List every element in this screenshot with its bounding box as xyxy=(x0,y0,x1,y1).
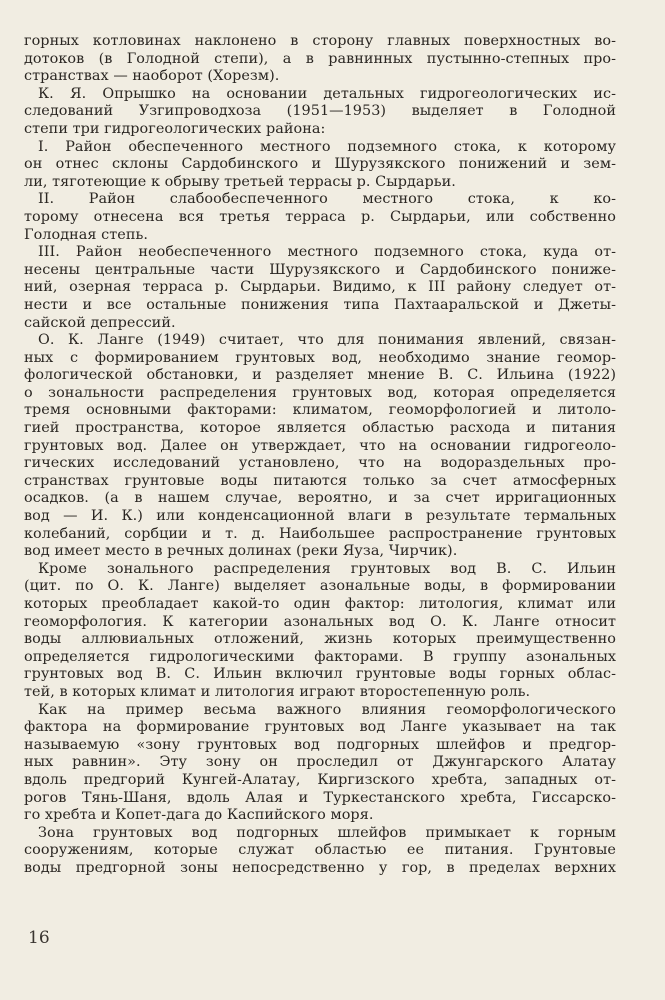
text-line: вод — И. К.) или конденсационной влаги в результате термальных xyxy=(24,508,616,525)
text-line: рогов Тянь-Шаня, вдоль Алая и Туркестанского хребта, Гиссарско- xyxy=(24,789,616,806)
page-number: 16 xyxy=(28,928,50,948)
text-line: ли, тяготеющие к обрыву третьей террасы р. Сырдарьи. xyxy=(24,173,456,190)
text-line: странствах — наоборот (Хорезм). xyxy=(24,68,280,85)
text-line: гических исследований установлено, что на водораздельных про- xyxy=(24,455,616,472)
page-body xyxy=(24,33,616,878)
text-line: которых преобладает какой-то один фактор: литология, климат или xyxy=(24,596,616,612)
text-line: тремя основными факторами: климатом, геоморфологией и литоло- xyxy=(24,402,616,419)
text-line: степи три гидрогеологических района: xyxy=(24,120,326,137)
text-line: грунтовых вод В. С. Ильин включил грунтовые воды горных облас- xyxy=(24,666,616,683)
text-line: III. Район необеспеченного местного подземного стока, куда от- xyxy=(38,244,616,261)
text-line: следований Узгипроводхоза (1951—1953) выделяет в Голодной xyxy=(24,103,616,120)
text-line: вод имеет место в речных долинах (реки Яуза, Чирчик). xyxy=(24,543,458,560)
text-line: сайской депрессий. xyxy=(24,314,176,331)
text-line: фологической обстановки, и разделяет мнение В. С. Ильина (1922) xyxy=(24,367,616,384)
text-line: Кроме зонального распределения грунтовых вод В. С. Ильин xyxy=(38,560,616,577)
text-line: осадков. (а в нашем случае, вероятно, и за счет ирригационных xyxy=(24,490,616,507)
text-line: Голодная степь. xyxy=(24,226,148,243)
text-line: определяется гидрологическими факторами. В группу азональных xyxy=(24,648,616,665)
text-line: вдоль предгорий Кунгей-Алатау, Киргизского хребта, западных от- xyxy=(24,771,616,788)
text-line: го хребта и Копет-дага до Каспийского моря. xyxy=(24,807,374,824)
text-line: Как на пример весьма важного влияния геоморфологического xyxy=(38,701,616,718)
text-line: грунтовых вод. Далее он утверждает, что на основании гидрогеоло- xyxy=(24,437,616,454)
text-line: ний, озерная терраса р. Сырдарьи. Видимо, к III району следует от- xyxy=(24,279,616,296)
text-line: колебаний, сорбции и т. д. Наибольшее распространение грунтовых xyxy=(24,525,616,542)
text-line: странствах грунтовые воды питаются только за счет атмосферных xyxy=(24,472,616,489)
text-line: I. Район обеспеченного местного подземного стока, к которому xyxy=(38,138,616,155)
text-line: ных равнин». Эту зону он проследил от Джунгарского Алатау xyxy=(24,754,616,771)
text-line: дотоков (в Голодной степи), а в равнинных пустынно-степных про- xyxy=(24,50,616,67)
text-line: нести и все остальные понижения типа Пахтааральской и Джеты- xyxy=(24,296,616,313)
text-line: гией пространства, которое является областью расхода и питания xyxy=(24,420,616,437)
text-line: сооружениям, которые служат областью ее питания. Грунтовые xyxy=(24,842,616,859)
text-line: о зональности распределения грунтовых вод, которая определяется xyxy=(24,384,616,401)
text-line: К. Я. Опрышко на основании детальных гидрогеологических ис- xyxy=(38,85,616,102)
text-line: тей, в которых климат и литология играют второстепенную роль. xyxy=(24,683,531,700)
text-line: горных котловинах наклонено в сторону главных поверхностных во- xyxy=(24,33,616,49)
text-line: О. К. Ланге (1949) считает, что для понимания явлений, связан- xyxy=(38,332,616,349)
text-line: он отнес склоны Сардобинского и Шурузякского понижений и зем- xyxy=(24,156,616,173)
text-line: воды предгорной зоны непосредственно у гор, в пределах верхних xyxy=(24,859,616,876)
text-line: воды аллювиальных отложений, жизнь которых преимущественно xyxy=(24,631,616,648)
text-line: II. Район слабообеспеченного местного стока, к ко- xyxy=(38,191,616,208)
text-line: несены центральные части Шурузякского и Сардобинского пониже- xyxy=(24,261,616,278)
text-line: фактора на формирование грунтовых вод Ланге указывает на так xyxy=(24,719,616,736)
text-line: геоморфология. К категории азональных вод О. К. Ланге относит xyxy=(24,613,616,630)
text-line: Зона грунтовых вод подгорных шлейфов примыкает к горным xyxy=(38,824,616,841)
text-line: торому отнесена вся третья терраса р. Сырдарьи, или собственно xyxy=(24,208,616,225)
text-line: называемую «зону грунтовых вод подгорных шлейфов и предгор- xyxy=(24,736,616,753)
text-line: ных с формированием грунтовых вод, необходимо знание геомор- xyxy=(24,349,616,366)
text-line: (цит. по О. К. Ланге) выделяет азональные воды, в формировании xyxy=(24,578,616,595)
